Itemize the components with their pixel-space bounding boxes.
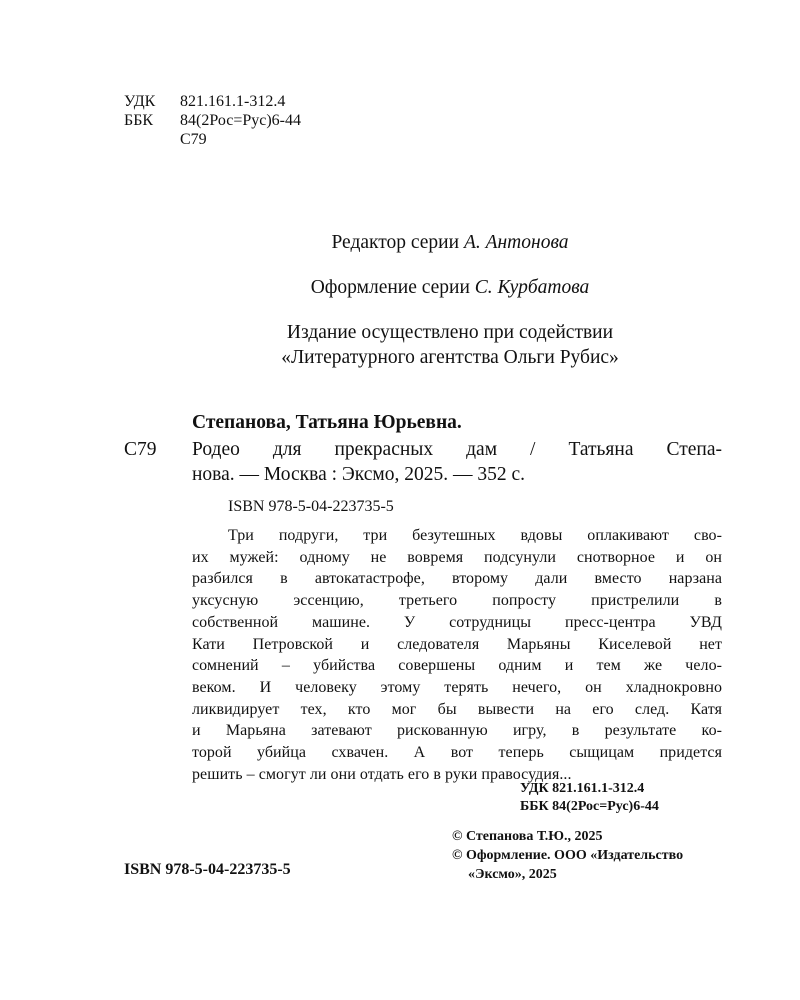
series-design-prefix: Оформление серии <box>310 277 470 298</box>
bib-author: Степанова, Татьяна Юрьевна. <box>192 412 462 433</box>
series-design-line <box>0 276 800 300</box>
annotation-line: веком. И человеку этому терять нечего, он хладнокровно <box>192 678 722 696</box>
annotation-line: собственной машине. У сотрудницы пресс-центра УВД <box>192 613 722 631</box>
annotation-line: решить – смогут ли они отдать его в руки правосудия... <box>192 765 572 783</box>
copyright-design-line-1: © Оформление. ООО «Издательство <box>452 848 684 863</box>
footer-bbk: ББК 84(2Рос=Рус)6-44 <box>520 799 659 814</box>
annotation-line: Три подруги, три безутешных вдовы оплакивают сво- <box>228 527 722 544</box>
annotation-line: ликвидирует тех, кто мог бы вывести на его след. Катя <box>192 700 722 718</box>
author-mark: С79 <box>180 131 207 148</box>
udk-label: УДК <box>124 93 156 110</box>
series-design-name: С. Курбатова <box>474 277 590 298</box>
agency-line-2: «Литературного агентства Ольги Рубис» <box>281 347 619 368</box>
bib-title-line-2: нова. — Москва : Эксмо, 2025. — 352 с. <box>192 464 526 485</box>
footer-udk: УДК 821.161.1-312.4 <box>520 781 645 796</box>
copyright-author: © Степанова Т.Ю., 2025 <box>452 829 603 844</box>
annotation-line: торой убийца схвачен. А вот теперь сыщицам придется <box>192 744 722 761</box>
udk-row <box>124 91 285 112</box>
bbk-row <box>124 110 301 131</box>
bib-title-line-1: Родео для прекрасных дам / Татьяна Степа- <box>192 439 722 460</box>
annotation-line: Кати Петровской и следователя Марьяны Киселевой нет <box>192 635 722 653</box>
footer-isbn: ISBN 978-5-04-223735-5 <box>124 861 291 878</box>
bbk-label: ББК <box>124 112 154 129</box>
bbk-value: 84(2Рос=Рус)6-44 <box>180 112 302 129</box>
series-editor-line <box>0 231 800 255</box>
annotation-line: и Марьяна затевают рискованную игру, в результате ко- <box>192 722 722 740</box>
bib-catalog-mark: С79 <box>124 439 157 460</box>
series-editor-prefix: Редактор серии <box>331 232 460 253</box>
series-editor-name: А. Антонова <box>463 232 569 253</box>
agency-line-1: Издание осуществлено при содействии <box>286 322 614 343</box>
author-mark-row <box>124 129 207 150</box>
annotation-line: уксусную эссенцию, третьего попросту пристрелили в <box>192 592 722 610</box>
annotation-line: разбился в автокатастрофе, второму дали вместо нарзана <box>192 570 722 588</box>
udk-value: 821.161.1-312.4 <box>180 93 286 110</box>
annotation-line: сомнений – убийства совершены одним и тем же чело- <box>192 657 722 675</box>
bib-isbn: ISBN 978-5-04-223735-5 <box>228 498 394 515</box>
annotation-line: их мужей: одному не вовремя подсунули снотворное и он <box>192 548 722 566</box>
copyright-design-line-2: «Эксмо», 2025 <box>468 867 557 882</box>
